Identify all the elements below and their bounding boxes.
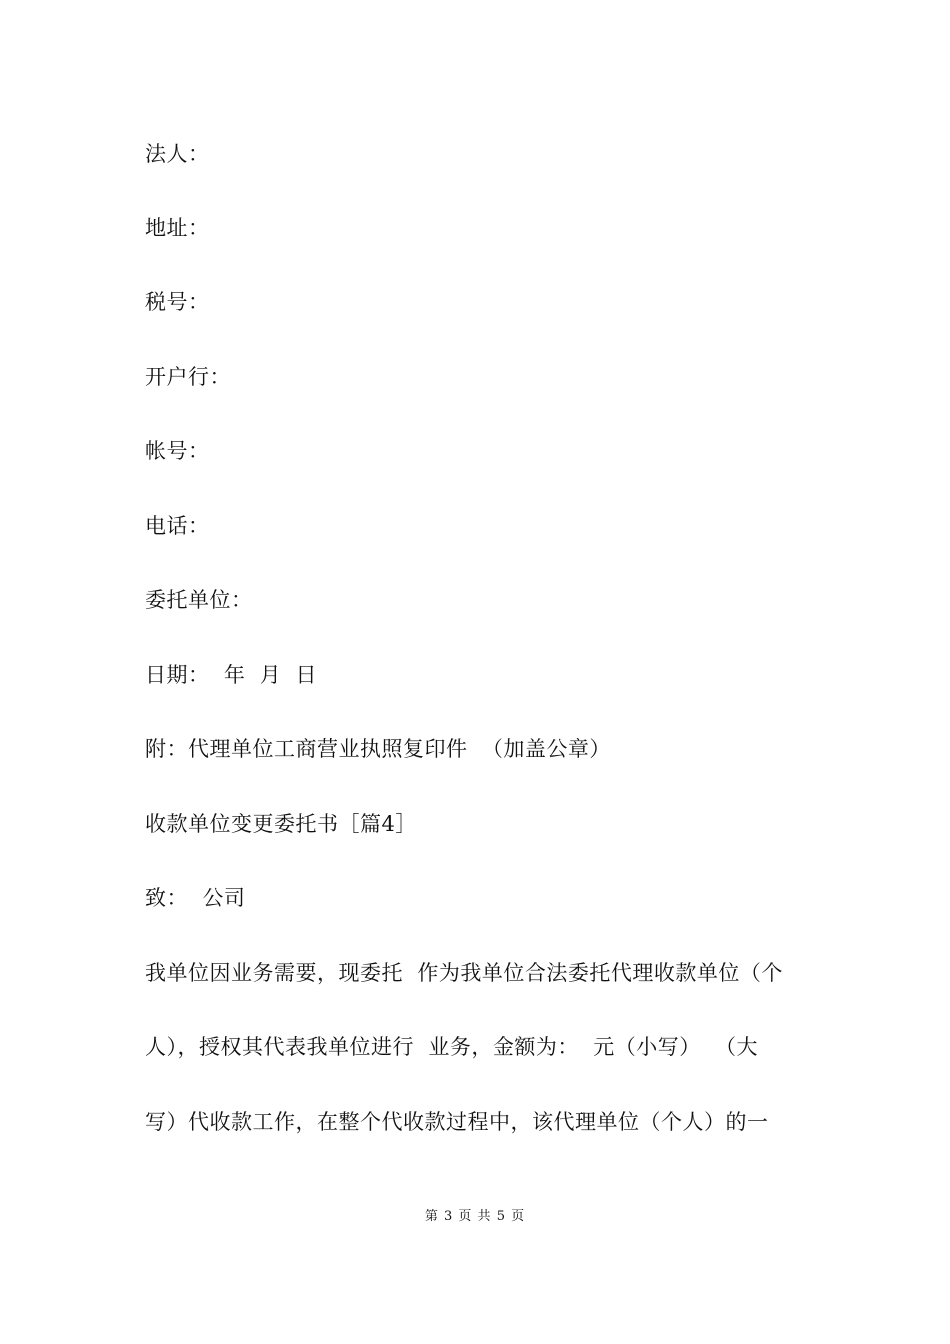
field-phone: 电话： (145, 514, 210, 538)
field-bank: 开户行： (145, 365, 231, 389)
field-address: 地址： (145, 216, 210, 240)
field-legal-person: 法人： (145, 142, 210, 166)
field-account-number: 帐号： (145, 439, 210, 463)
field-entrusting-unit: 委托单位： (145, 588, 253, 612)
paragraph-line: 写）代收款工作，在整个代收款过程中，该代理单位（个人）的一 (145, 1110, 769, 1134)
field-date: 日期： 年 月 日 (145, 663, 318, 687)
page-footer: 第 3 页 共 5 页 (424, 1209, 526, 1224)
field-tax-number: 税号： (145, 290, 210, 314)
paragraph-line: 我单位因业务需要，现委托 作为我单位合法委托代理收款单位（个 (145, 961, 783, 985)
attachment-note: 附：代理单位工商营业执照复印件 （加盖公章） (145, 737, 611, 761)
salutation: 致： 公司 (145, 886, 246, 910)
paragraph-line: 人），授权其代表我单位进行 业务，金额为： 元（小写） （大 (145, 1035, 759, 1059)
section-heading: 收款单位变更委托书［篇4］ (145, 812, 417, 836)
